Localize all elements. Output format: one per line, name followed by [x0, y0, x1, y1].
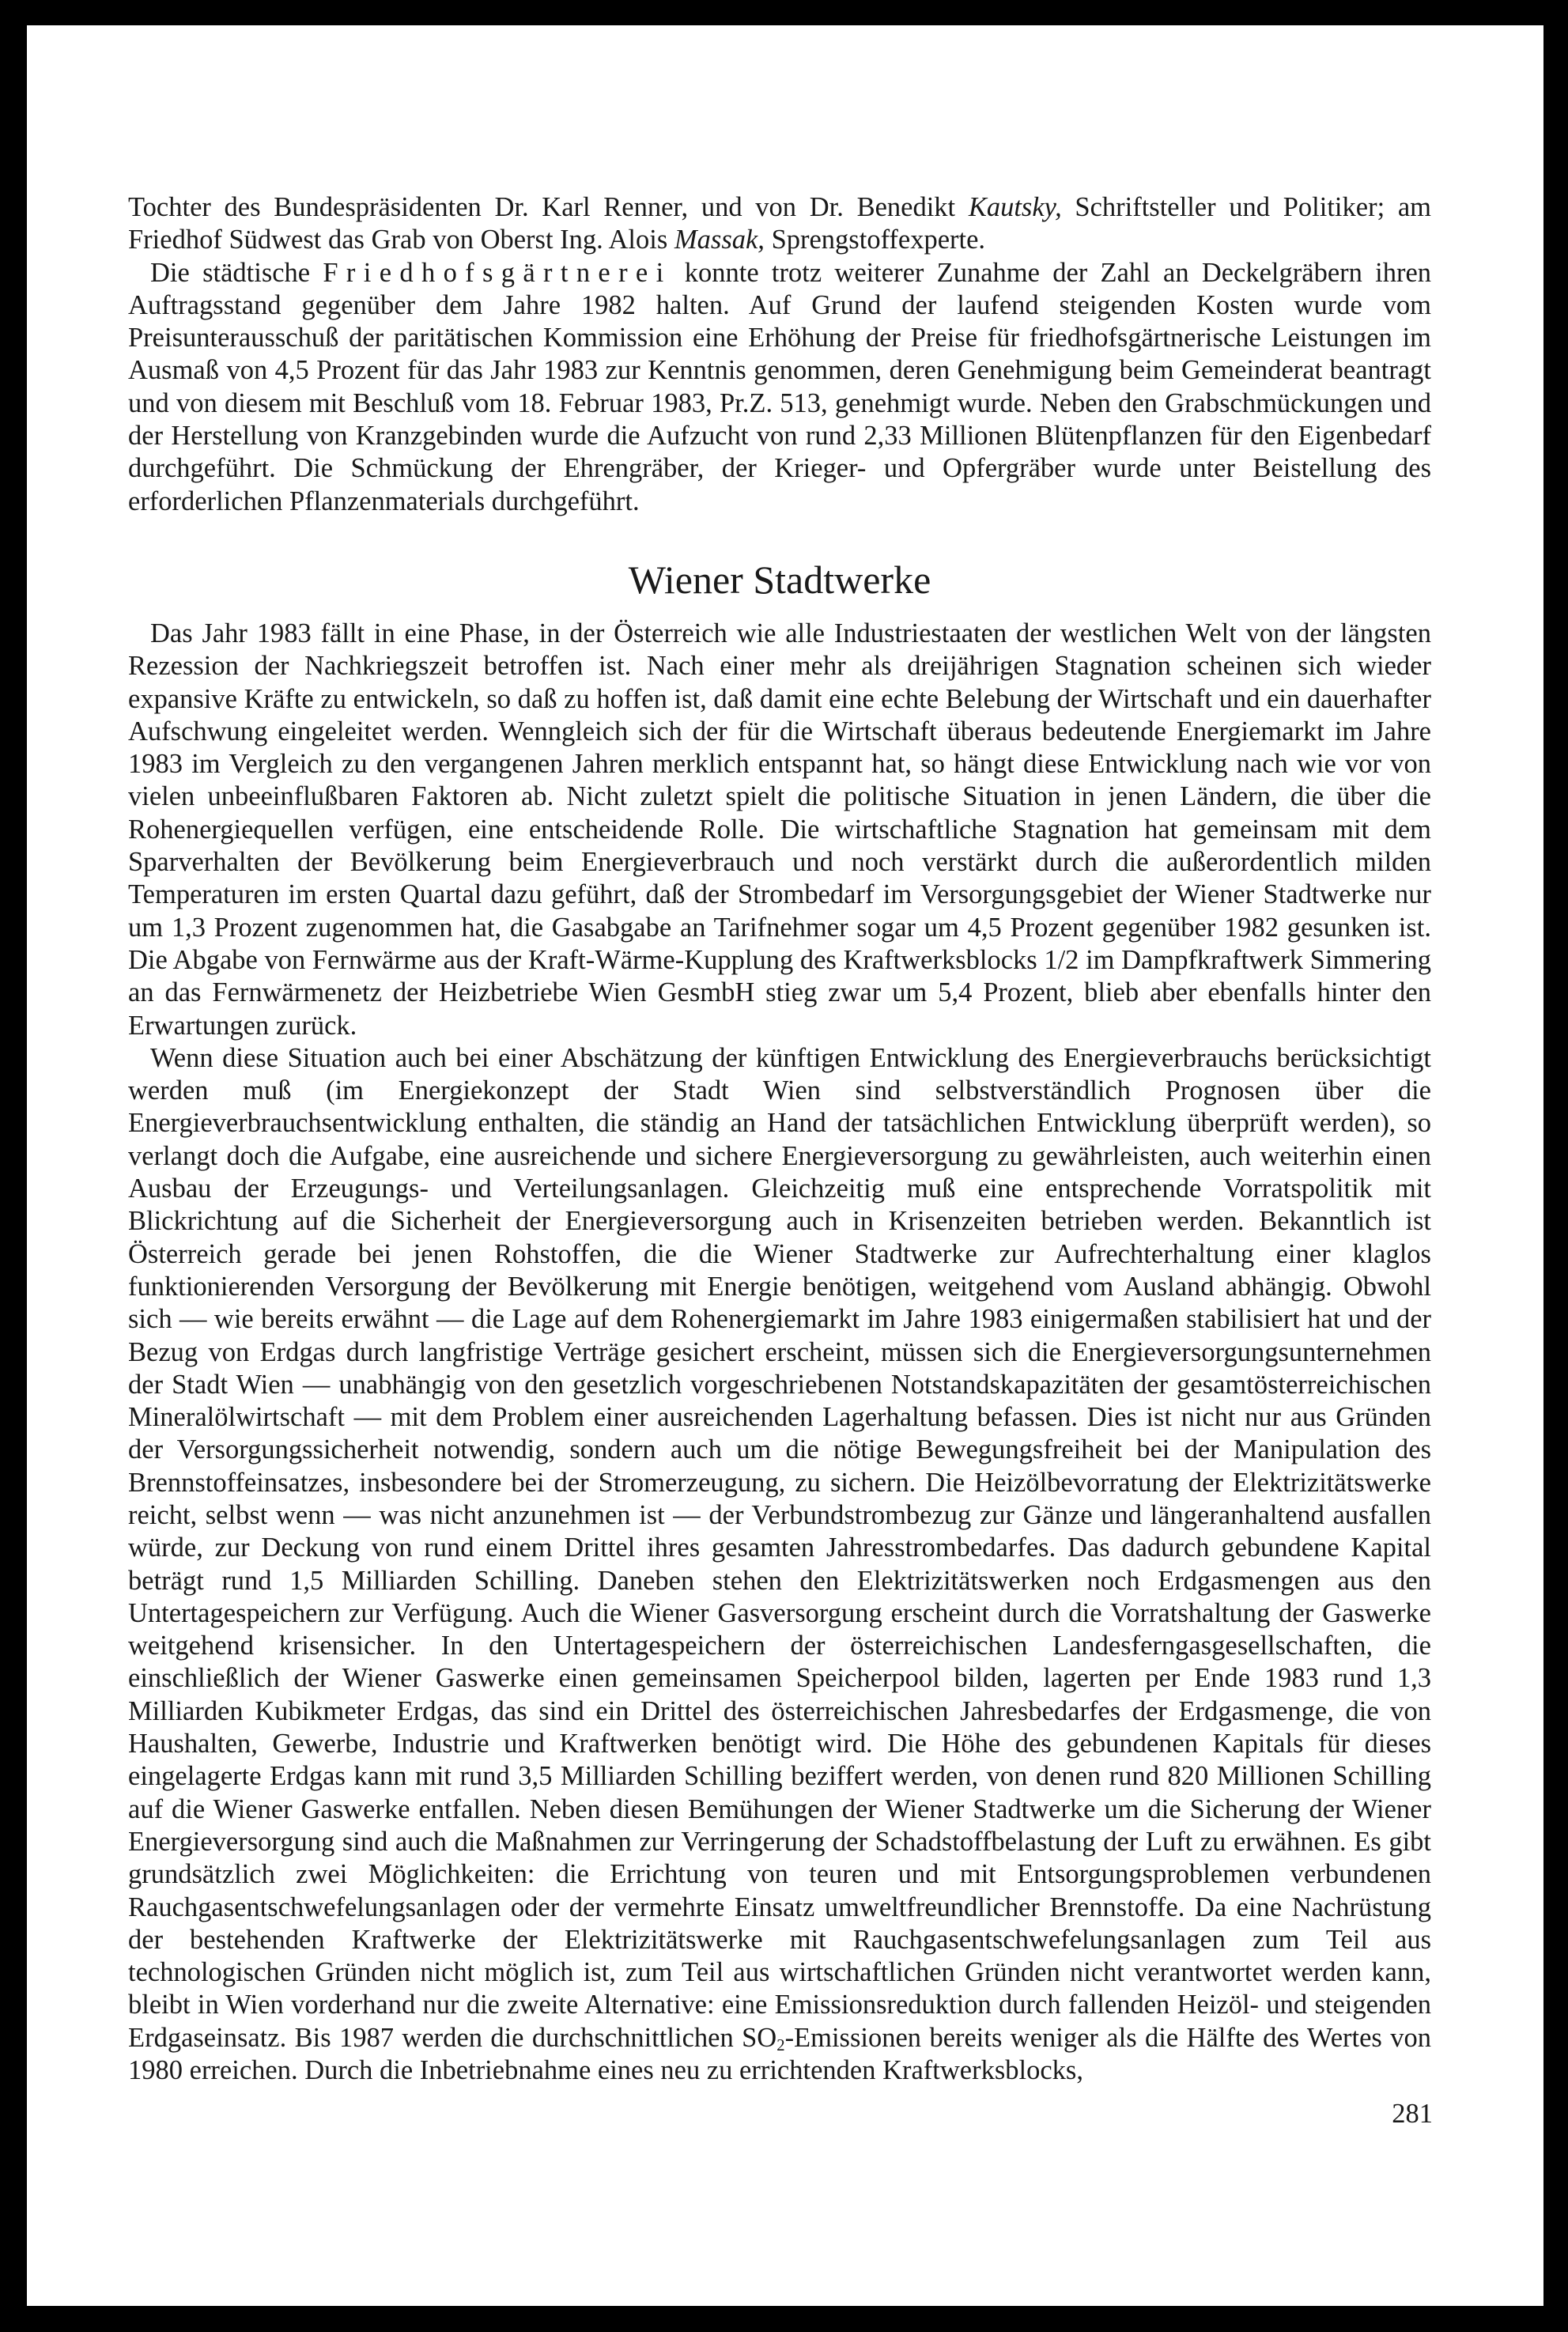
paragraph-energy-market: Das Jahr 1983 fällt in eine Phase, in der Österreich wie alle Industriestaaten der westlichen Welt von der längsten Rezession der Nachkriegszeit betroffen ist. Nach einer mehr als dreijährigen Stagnation scheinen sich wieder expansive Kräfte zu entwickeln, so daß zu hoffen ist, daß damit eine echte Belebung der Wirtschaft und ein dauerhafter Aufschwung eingeleitet werden. Wenngleich sich der für die Wirtschaft überaus bedeutende Energiemarkt im Jahre 1983 im Vergleich zu den vergangenen Jahren merklich entspannt hat, so hängt diese Entwicklung nach wie vor von vielen unbeeinflußbaren Faktoren ab. Nicht zuletzt spielt die politische Situation in jenen Ländern, die über die Rohenergiequellen verfügen, eine entscheidende Rolle. Die wirtschaftliche Stagnation hat gemeinsam mit dem Sparverhalten der Bevölkerung beim Energieverbrauch und noch verstärkt durch die außerordentlich milden Temperaturen im ersten Quartal dazu geführt, daß der Strombedarf im Versorgungsgebiet der Wiener Stadtwerke nur um 1,3 Prozent zugenommen hat, die Gasabgabe an Tarifnehmer sogar um 4,5 Prozent gegenüber 1982 gesunken ist. Die Abgabe von Fernwärme aus der Kraft-Wärme-Kupplung des Kraftwerksblocks 1/2 im Dampfkraftwerk Simmering an das Fernwärmenetz der Heizbetriebe Wien GesmbH stieg zwar um 5,4 Prozent, blieb aber ebenfalls hinter den Erwartungen zurück. — [128, 618, 1431, 1041]
name-massak: Massak, — [674, 225, 765, 255]
paragraph-cemetery-gardening: Die städtische Friedhofsgärtnerei konnte trotz weiterer Zunahme der Zahl an Deckelgräbern ihren Auftragsstand gegenüber dem Jahre 1982 halten. Auf Grund der laufend steigenden Kosten wurde vom Preisunterausschuß der paritätischen Kommission eine Erhöhung der Preise für friedhofsgärtnerische Leistungen im Ausmaß von 4,5 Prozent für das Jahr 1983 zur Kenntnis genommen, deren Genehmigung beim Gemeinderat beantragt und von diesem mit Beschluß vom 18. Februar 1983, Pr.Z. 513, genehmigt wurde. Neben den Grabschmückungen und der Herstellung von Kranzgebinden wurde die Aufzucht von rund 2,33 Millionen Blütenpflanzen für den Eigenbedarf durchgeführt. Die Schmückung der Ehrengräber, der Krieger- und Opfergräber wurde unter Beistellung des erforderlichen Pflanzenmaterials durchgeführt. — [128, 257, 1432, 516]
document-page — [27, 25, 1543, 2306]
subscript-2: 2 — [776, 2036, 785, 2054]
paragraph-energy-supply: Wenn diese Situation auch bei einer Abschätzung der künftigen Entwicklung des Energieverbrauchs berücksichtigt werden muß (im Energiekonzept der Stadt Wien sind selbstverständlich Prognosen über die Energieverbrauchsentwicklung enthalten, die ständig an Hand der tatsächlichen Entwicklung überprüft werden), so verlangt doch die Aufgabe, eine ausreichende und sichere Energieversorgung zu gewährleisten, auch weiterhin einen Ausbau der Erzeugungs- und Verteilungsanlagen. Gleichzeitig muß eine entsprechende Vorratspolitik mit Blickrichtung auf die Sicherheit der Energieversorgung auch in Krisenzeiten betrieben werden. Bekanntlich ist Österreich gerade bei jenen Rohstoffen, die die Wiener Stadtwerke zur Aufrechterhaltung einer klaglos funktionierenden Versorgung der Bevölkerung mit Energie benötigen, weitgehend vom Ausland abhängig. Obwohl sich — wie bereits erwähnt — die Lage auf dem Rohenergiemarkt im Jahre 1983 einigermaßen stabilisiert hat und der Bezug von Erdgas durch langfristige Verträge gesichert erscheint, müssen sich die Energieversorgungsunternehmen der Stadt Wien — unabhängig von den gesetzlich vorgeschriebenen Notstandskapazitäten der gesamtösterreichischen Mineralölwirtschaft — mit dem Problem einer ausreichenden Lagerhaltung befassen. Dies ist nicht nur aus Gründen der Versorgungssicherheit notwendig, sondern auch um die nötige Bewegungsfreiheit bei der Manipulation des Brennstoffeinsatzes, insbesondere bei der Stromerzeugung, zu sichern. Die Heizölbevorratung der Elektrizitätswerke reicht, selbst wenn — was nicht anzunehmen ist — der Verbundstrombezug zur Gänze und längeranhaltend ausfallen würde, zur Deckung von rund einem Drittel ihres gesamten Jahresstrombedarfes. Das dadurch gebundene Kapital beträgt rund 1,5 Milliarden Schilling. Daneben stehen den Elektrizitätswerken noch Erdgasmengen aus den Untertagespeichern zur Verfügung. Auch die Wiener Gasversorgung erscheint durch die Vorratshaltung der Gaswerke weitgehend krisensicher. In den Untertagespeichern der österreichischen Landesferngasgesellschaften, die einschließlich der Wiener Gaswerke einen gemeinsamen Speicherpool bilden, lagerten per Ende 1983 rund 1,3 Milliarden Kubikmeter Erdgas, das sind ein Drittel des österreichischen Jahresbedarfes der Erdgasmenge, die von Haushalten, Gewerbe, Industrie und Kraftwerken benötigt wird. Die Höhe des gebundenen Kapitals für dieses eingelagerte Erdgas kann mit rund 3,5 Milliarden Schilling beziffert werden, von denen rund 820 Millionen Schilling auf die Wiener Gaswerke entfallen. Neben diesen Bemühungen der Wiener Stadtwerke um die Sicherung der Wiener Energieversorgung sind auch die Maßnahmen zur Verringerung der Schadstoffbelastung der Luft zu erwähnen. Es gibt grundsätzlich zwei Möglichkeiten: die Errichtung von teuren und mit Entsorgungsproblemen verbundenen Rauchgasentschwefelungsanlagen oder der vermehrte Einsatz umweltfreundlicher Brennstoffe. Da eine Nachrüstung der bestehenden Kraftwerke der Elektrizitätswerke mit Rauchgasentschwefelungsanlagen zum Teil aus technologischen Gründen nicht möglich ist, zum Teil aus wirtschaftlichen Gründen nicht verantwortet werden kann, bleibt in Wien vorderhand nur die zweite Alternative: eine Emissionsreduktion durch fallenden Heizöl- und steigenden Erdgaseinsatz. Bis 1987 werden die durchschnittlichen $SO_2$-Emissionen bereits weniger als die Hälfte des Wertes von 1980 erreichen. Durch die Inbetriebnahme eines neu zu errichtenden Kraftwerksblocks, — [128, 1042, 1431, 2086]
spaced-term: Friedhofsgärtnerei — [323, 257, 672, 288]
section-heading: Wiener Stadtwerke — [628, 557, 931, 602]
name-kautsky: Kautsky, — [968, 192, 1062, 222]
page-number: 281 — [1392, 2099, 1433, 2129]
paragraph-grave-sites: Tochter des Bundespräsidenten Dr. Karl Renner, und von Dr. Benedikt Kautsky, Schriftsteller und Politiker; am Friedhof Südwest das Grab von Oberst Ing. Alois Massak, Sprengstoffexperte. — [128, 192, 1431, 255]
body-text — [128, 191, 1431, 2087]
